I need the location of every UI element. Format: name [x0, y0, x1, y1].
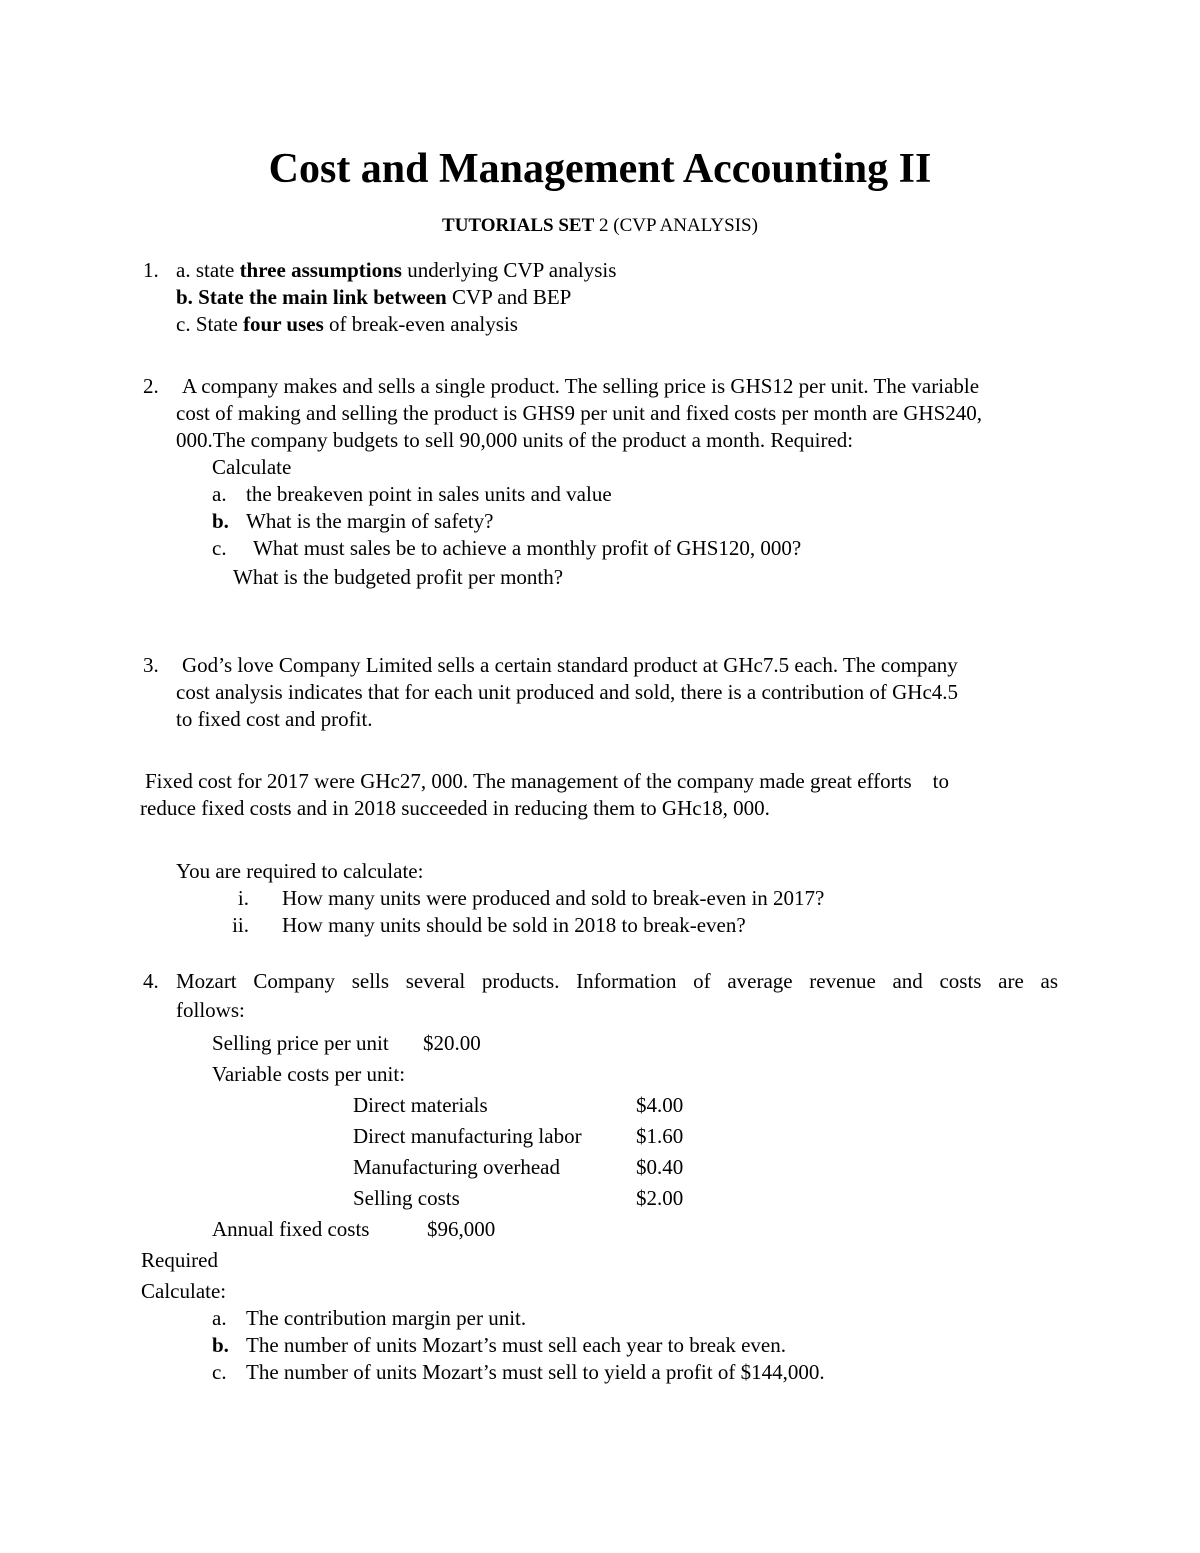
q1-b-bold: the main link between	[248, 285, 447, 309]
q3-item-ii: How many units should be sold in 2018 to break-even?	[282, 913, 746, 937]
q4-fixed-value: $96,000	[427, 1217, 496, 1241]
q4-item-c: The number of units Mozart’s must sell to yield a profit of $144,000.	[246, 1360, 825, 1384]
q3-item-marker: i.	[237, 886, 249, 910]
q2-line: cost of making and selling the product is GHS9 per unit and fixed costs per month are GHS240,	[176, 401, 983, 425]
cost-value: $2.00	[636, 1186, 684, 1210]
q4-required: Required	[141, 1248, 218, 1272]
q1-item-a	[176, 257, 616, 284]
cost-label: Direct materials	[353, 1093, 488, 1117]
q4-item-marker: b.	[212, 1333, 229, 1357]
q1-number: 1.	[143, 258, 159, 282]
q4-variable-label: Variable costs per unit:	[212, 1062, 406, 1086]
q3-item-marker: ii.	[232, 913, 249, 937]
document-title: Cost and Management Accounting II	[268, 146, 932, 192]
q1-a-bold: three assumptions	[239, 258, 402, 282]
q2-line: 000.The company budgets to sell 90,000 units of the product a month. Required:	[176, 428, 854, 452]
q2-number: 2.	[143, 374, 159, 398]
q2-item-marker: b.	[212, 509, 229, 533]
q1-item-b	[176, 284, 571, 311]
q4-price-value: $20.00	[423, 1031, 481, 1055]
cost-value: $0.40	[636, 1155, 684, 1179]
q4-fixed-label: Annual fixed costs	[212, 1217, 370, 1241]
q3-number: 3.	[143, 653, 159, 677]
q4-line: Mozart Company sells several products. Information of average revenue and costs are as	[176, 969, 1058, 993]
cost-label: Manufacturing overhead	[353, 1155, 560, 1179]
subtitle-rest: 2 (CVP ANALYSIS)	[594, 215, 758, 236]
q3-line: to fixed cost and profit.	[176, 707, 373, 731]
q1-b-pre: b. State	[176, 285, 249, 309]
q3-para-line: Fixed cost for 2017 were GHc27, 000. The management of the company made great efforts to	[145, 769, 949, 793]
q2-calculate: Calculate	[212, 455, 292, 479]
q2-line: A company makes and sells a single product. The selling price is GHS12 per unit. The variable	[182, 374, 980, 398]
q2-item-b: What is the margin of safety?	[246, 509, 494, 533]
q4-line: follows:	[176, 998, 245, 1022]
q4-item-marker: c.	[212, 1360, 227, 1384]
cost-value: $1.60	[636, 1124, 684, 1148]
q3-para-line: reduce fixed costs and in 2018 succeeded in reducing them to GHc18, 000.	[140, 796, 770, 820]
q3-required: You are required to calculate:	[176, 859, 424, 883]
cost-label: Selling costs	[353, 1186, 460, 1210]
cost-value: $4.00	[636, 1093, 684, 1117]
q2-item-a: the breakeven point in sales units and value	[246, 482, 612, 506]
q2-item-c: What must sales be to achieve a monthly profit of GHS120, 000?	[253, 536, 802, 560]
subtitle-bold: TUTORIALS SET	[442, 215, 595, 236]
q1-c-bold: four uses	[243, 312, 324, 336]
q1-a-pre: a. state	[176, 258, 240, 282]
q4-price-label: Selling price per unit	[212, 1031, 389, 1055]
q1-item-c	[176, 311, 518, 338]
q2-item-marker: c.	[212, 536, 227, 560]
cost-label: Direct manufacturing labor	[353, 1124, 582, 1148]
q3-line: God’s love Company Limited sells a certain standard product at GHc7.5 each. The company	[182, 653, 958, 677]
q1-a-post: underlying CVP analysis	[401, 258, 617, 282]
q4-calculate: Calculate:	[141, 1279, 227, 1303]
q2-item-marker: a.	[212, 482, 227, 506]
q3-item-i: How many units were produced and sold to break-even in 2017?	[282, 886, 825, 910]
document-subtitle	[0, 214, 1200, 238]
q4-item-marker: a.	[212, 1306, 227, 1330]
q4-item-b: The number of units Mozart’s must sell each year to break even.	[246, 1333, 786, 1357]
q2-extra: What is the budgeted profit per month?	[233, 565, 564, 589]
q4-item-a: The contribution margin per unit.	[246, 1306, 527, 1330]
q1-b-post: CVP and BEP	[446, 285, 572, 309]
q4-number: 4.	[143, 969, 159, 993]
q3-line: cost analysis indicates that for each unit produced and sold, there is a contribution of GHc4.5	[176, 680, 959, 704]
q1-c-post: of break-even analysis	[323, 312, 518, 336]
q1-c-pre: c. State	[176, 312, 244, 336]
